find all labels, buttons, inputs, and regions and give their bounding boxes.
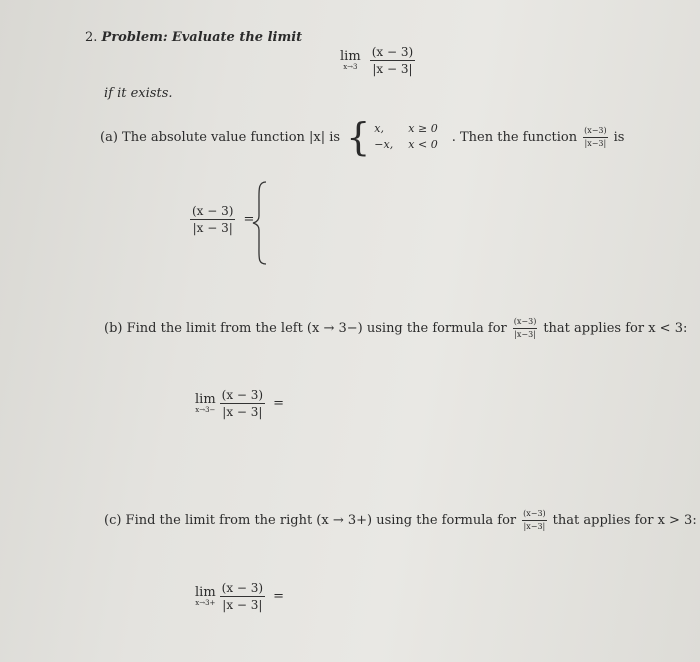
part-c-text-pre: (c) Find the limit from the right (x → 3+) using the formula for — [104, 513, 517, 528]
part-c-inline-fraction: $\frac{(x-3)}{|x-3|}$ — [523, 509, 546, 531]
part-a-then-text: . Then the function — [451, 129, 578, 145]
part-b-statement — [104, 318, 687, 339]
limit-operator: lim x→3 — [340, 49, 361, 71]
part-b-answer-input[interactable] — [290, 392, 410, 418]
piecewise-brace: { — [346, 115, 371, 159]
part-a-equals: = — [243, 212, 255, 227]
part-c-answer-input[interactable] — [290, 585, 410, 611]
part-c-limit-operator: lim x→3+ — [195, 585, 216, 607]
part-b-limit-operator: lim x→3− — [195, 392, 216, 414]
part-a-answer-brace — [250, 180, 270, 266]
piecewise-definition: x, x ≥ 0 −x, x < 0 — [374, 121, 438, 151]
part-c-statement — [104, 510, 697, 531]
part-b-text-pre: (b) Find the limit from the left (x → 3−) using the formula for — [104, 321, 507, 336]
part-c-limit-row — [195, 582, 284, 611]
part-a-answer-row — [190, 205, 254, 234]
part-a-statement — [100, 115, 625, 159]
problem-label: Problem: — [101, 30, 168, 45]
if-exists-text: if it exists. — [104, 86, 173, 101]
part-a-inline-fraction: $\frac{(x-3)}{|x-3|}$ — [584, 125, 607, 148]
part-c-text-post: that applies for x > 3: — [552, 513, 697, 528]
part-c-equals: = — [273, 589, 285, 604]
main-limit — [340, 46, 415, 75]
part-c-fraction: $\frac{(x - 3)}{|x - 3|}$ — [221, 581, 264, 612]
part-b-equals: = — [273, 396, 285, 411]
part-b-fraction: $\frac{(x - 3)}{|x - 3|}$ — [221, 388, 264, 419]
limit-fraction: $\frac{(x - 3)}{|x - 3|}$ — [371, 45, 414, 76]
part-b-text-post: that applies for x < 3: — [543, 321, 688, 336]
part-a-suffix: is — [613, 129, 625, 145]
part-b-inline-fraction: $\frac{(x-3)}{|x-3|}$ — [513, 317, 537, 339]
part-a-answer-input[interactable] — [272, 188, 512, 258]
problem-statement: Evaluate the limit — [171, 30, 303, 45]
problem-header — [85, 30, 302, 45]
problem-number: 2. — [85, 30, 98, 45]
part-a-fraction: $\frac{(x - 3)}{|x - 3|}$ — [192, 204, 234, 235]
part-a-prefix: (a) The absolute value function |x| is — [100, 129, 341, 145]
part-b-limit-row — [195, 389, 284, 418]
